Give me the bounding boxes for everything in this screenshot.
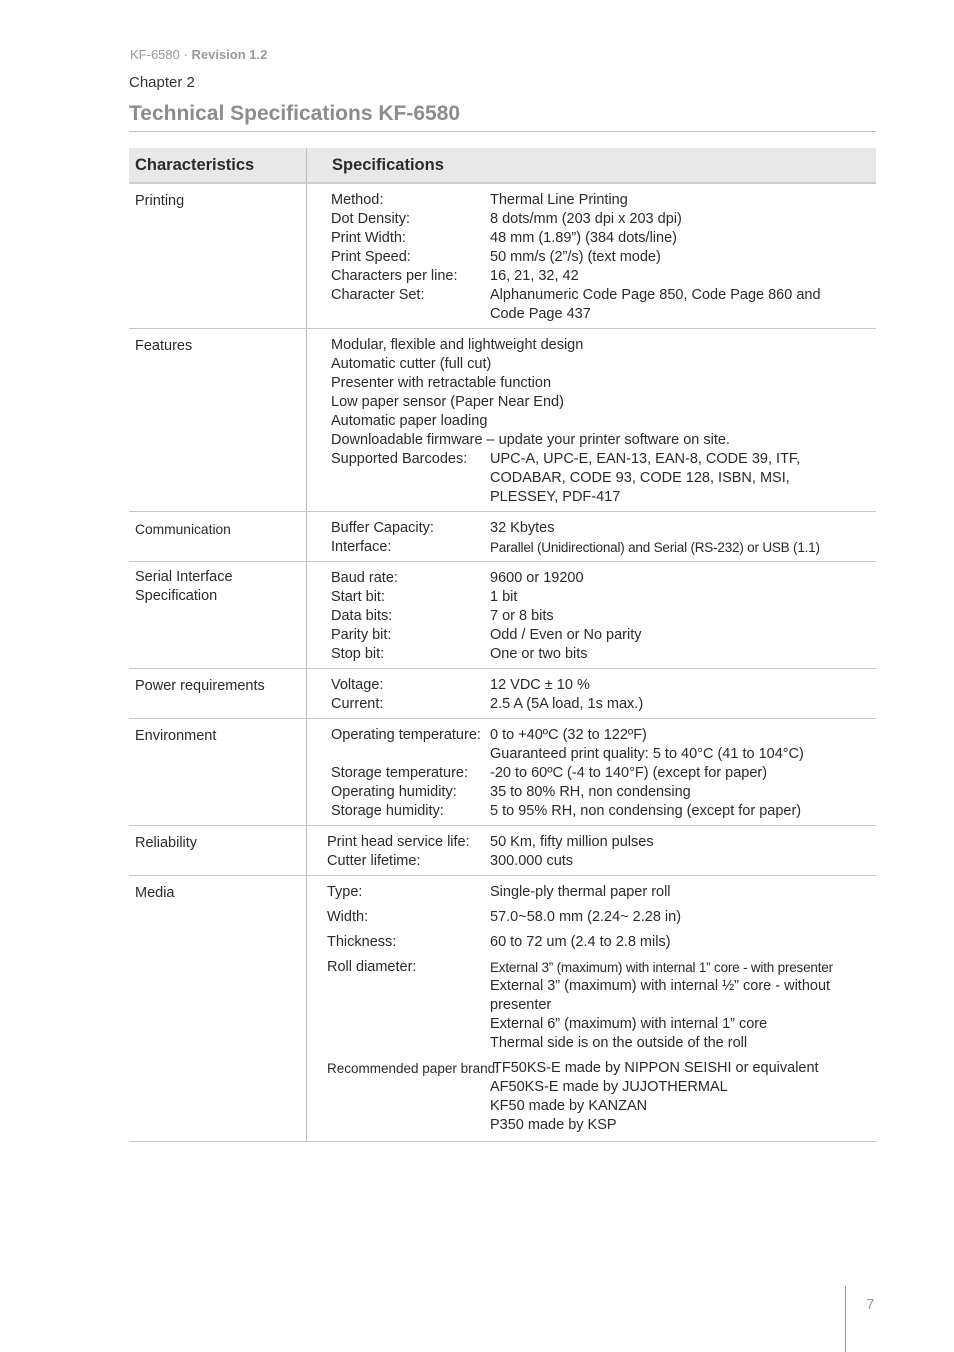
spec-key: Characters per line: bbox=[331, 268, 458, 284]
spec-key: Voltage: bbox=[331, 677, 384, 693]
spec-value: presenter bbox=[490, 997, 552, 1013]
spec-value: P350 made by KSP bbox=[490, 1117, 617, 1133]
spec-key: Width: bbox=[327, 909, 369, 925]
spec-value: 2.5 A (5A load, 1s max.) bbox=[490, 696, 644, 712]
spec-key: Print head service life: bbox=[327, 834, 470, 850]
running-header bbox=[130, 47, 267, 62]
row-reliability bbox=[129, 826, 876, 876]
spec-key: Character Set: bbox=[331, 287, 425, 303]
spec-key: Supported Barcodes: bbox=[331, 451, 468, 467]
feature-item: Automatic cutter (full cut) bbox=[331, 356, 492, 372]
spec-key: Roll diameter: bbox=[327, 959, 417, 975]
spec-value: Thermal side is on the outside of the roll bbox=[490, 1035, 748, 1051]
spec-value: 50 mm/s (2”/s) (text mode) bbox=[490, 249, 661, 265]
spec-key: Cutter lifetime: bbox=[327, 853, 421, 869]
spec-key: Type: bbox=[327, 884, 363, 900]
row-label: Specification bbox=[135, 588, 218, 604]
spec-key: Print Width: bbox=[331, 230, 406, 246]
header-model: KF-6580 bbox=[130, 47, 180, 62]
spec-value: 9600 or 19200 bbox=[490, 570, 584, 586]
feature-item: Low paper sensor (Paper Near End) bbox=[331, 394, 564, 410]
header-characteristics: Characteristics bbox=[129, 148, 307, 182]
spec-value: 57.0~58.0 mm (2.24~ 2.28 in) bbox=[490, 909, 682, 925]
row-printing bbox=[129, 184, 876, 329]
spec-value: PLESSEY, PDF-417 bbox=[490, 489, 621, 505]
spec-key: Method: bbox=[331, 192, 384, 208]
table-header bbox=[129, 148, 876, 184]
spec-value: One or two bits bbox=[490, 646, 588, 662]
row-features bbox=[129, 329, 876, 512]
spec-key: Print Speed: bbox=[331, 249, 411, 265]
spec-key: Thickness: bbox=[327, 934, 397, 950]
spec-key: Start bit: bbox=[331, 589, 385, 605]
spec-value: 48 mm (1.89”) (384 dots/line) bbox=[490, 230, 677, 246]
row-label: Environment bbox=[129, 719, 307, 825]
spec-key: Baud rate: bbox=[331, 570, 398, 586]
spec-value: 5 to 95% RH, non condensing (except for paper) bbox=[490, 803, 802, 819]
feature-item: Automatic paper loading bbox=[331, 413, 488, 429]
spec-value: Code Page 437 bbox=[490, 306, 591, 322]
spec-value: 35 to 80% RH, non condensing bbox=[490, 784, 691, 800]
spec-value: -20 to 60ºC (-4 to 140°F) (except for paper) bbox=[490, 765, 768, 781]
spec-value: External 3” (maximum) with internal ½” core - without bbox=[490, 978, 831, 994]
row-label: Printing bbox=[129, 184, 307, 328]
spec-key: Storage humidity: bbox=[331, 803, 444, 819]
spec-key: Recommended paper brand: bbox=[327, 1061, 499, 1076]
spec-value: 60 to 72 um (2.4 to 2.8 mils) bbox=[490, 934, 671, 950]
row-label: Power requirements bbox=[129, 669, 307, 718]
spec-value: 7 or 8 bits bbox=[490, 608, 554, 624]
row-label: Serial Interface bbox=[135, 569, 233, 585]
feature-item: Downloadable firmware – update your printer software on site. bbox=[331, 432, 730, 448]
spec-value: TF50KS-E made by NIPPON SEISHI or equivalent bbox=[493, 1060, 819, 1076]
spec-value: Guaranteed print quality: 5 to 40°C (41 to 104°C) bbox=[490, 746, 804, 762]
spec-value: Alphanumeric Code Page 850, Code Page 860 and bbox=[490, 287, 821, 303]
spec-key: Dot Density: bbox=[331, 211, 410, 227]
spec-key: Current: bbox=[331, 696, 384, 712]
spec-value: 0 to +40ºC (32 to 122ºF) bbox=[490, 727, 647, 743]
spec-key: Parity bit: bbox=[331, 627, 392, 643]
spec-value: 12 VDC ± 10 % bbox=[490, 677, 590, 693]
spec-value: External 6” (maximum) with internal 1” core bbox=[490, 1016, 768, 1032]
header-specifications: Specifications bbox=[332, 156, 444, 174]
spec-table bbox=[129, 148, 876, 1142]
footer-divider bbox=[845, 1286, 846, 1352]
row-media bbox=[129, 876, 876, 1142]
spec-value: 32 Kbytes bbox=[490, 520, 555, 536]
row-communication bbox=[129, 512, 876, 562]
row-label: Media bbox=[129, 876, 307, 1141]
spec-value: External 3” (maximum) with internal 1” core - with presenter bbox=[490, 960, 833, 975]
spec-value: CODABAR, CODE 93, CODE 128, ISBN, MSI, bbox=[490, 470, 790, 486]
spec-key: Operating temperature: bbox=[331, 727, 481, 743]
row-label: Features bbox=[129, 329, 307, 511]
feature-item: Modular, flexible and lightweight design bbox=[331, 337, 584, 353]
row-serial-interface bbox=[129, 562, 876, 669]
spec-key: Data bits: bbox=[331, 608, 393, 624]
spec-key: Interface: bbox=[331, 539, 392, 555]
spec-key: Operating humidity: bbox=[331, 784, 457, 800]
chapter-label: Chapter 2 bbox=[129, 74, 195, 91]
spec-value: 1 bit bbox=[490, 589, 518, 605]
spec-value: Single-ply thermal paper roll bbox=[490, 884, 671, 900]
header-separator: · bbox=[183, 47, 188, 62]
spec-key: Stop bit: bbox=[331, 646, 385, 662]
title-divider bbox=[129, 131, 876, 132]
row-label: Communication bbox=[129, 512, 307, 561]
feature-item: Presenter with retractable function bbox=[331, 375, 552, 391]
spec-value: 300.000 cuts bbox=[490, 853, 574, 869]
spec-value: Thermal Line Printing bbox=[490, 192, 628, 208]
spec-value: Odd / Even or No parity bbox=[490, 627, 642, 643]
row-power bbox=[129, 669, 876, 719]
spec-value: 8 dots/mm (203 dpi x 203 dpi) bbox=[490, 211, 682, 227]
spec-value: AF50KS-E made by JUJOTHERMAL bbox=[490, 1079, 728, 1095]
spec-value: 16, 21, 32, 42 bbox=[490, 268, 579, 284]
spec-value: Parallel (Unidirectional) and Serial (RS-232) or USB (1.1) bbox=[490, 540, 820, 555]
page-number: 7 bbox=[866, 1296, 875, 1313]
row-environment bbox=[129, 719, 876, 826]
spec-value: UPC-A, UPC-E, EAN-13, EAN-8, CODE 39, ITF, bbox=[490, 451, 801, 467]
spec-value: KF50 made by KANZAN bbox=[490, 1098, 648, 1114]
page-title: Technical Specifications KF-6580 bbox=[129, 102, 461, 125]
header-revision: Revision 1.2 bbox=[191, 47, 268, 62]
spec-value: 50 Km, fifty million pulses bbox=[490, 834, 654, 850]
spec-key: Storage temperature: bbox=[331, 765, 469, 781]
spec-key: Buffer Capacity: bbox=[331, 520, 434, 536]
row-label: Reliability bbox=[129, 826, 307, 875]
